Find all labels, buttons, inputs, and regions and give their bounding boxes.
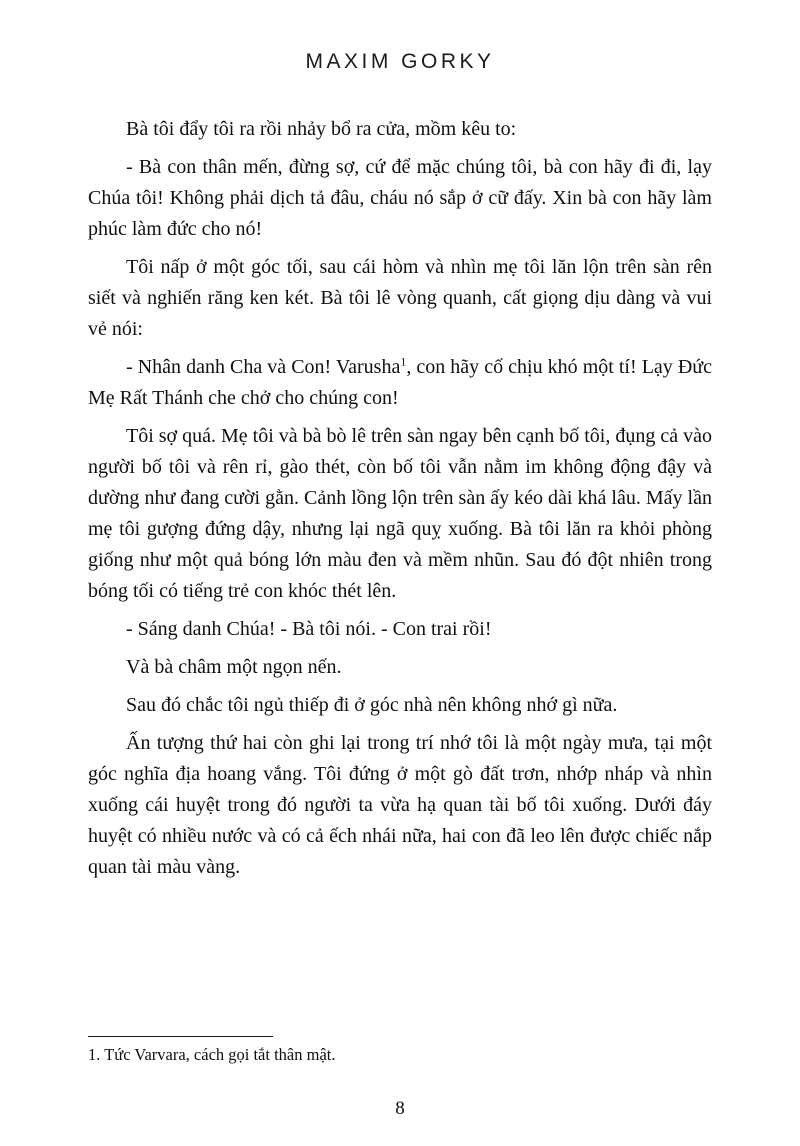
page-footer <box>88 1036 712 1120</box>
page-number: 8 <box>395 1098 405 1119</box>
paragraph: Tôi nấp ở một góc tối, sau cái hòm và nhìn mẹ tôi lăn lộn trên sàn rên siết và nghiến răng ken két. Bà tôi lê vòng quanh, cất giọng dịu dàng và vui vẻ nói: <box>88 256 712 340</box>
paragraph-text: , con hãy cố chịu khó một tí! Lạy Đức Mẹ Rất Thánh che chở cho chúng con! <box>88 356 712 409</box>
paragraph-text: - Nhân danh Cha và Con! Varusha <box>126 356 401 378</box>
paragraph: Tôi sợ quá. Mẹ tôi và bà bò lê trên sàn ngay bên cạnh bố tôi, đụng cả vào người bố tôi và rên rỉ, gào thét, còn bố tôi vẫn nằm im không động đậy và dường như đang cười gằn. Cảnh lồng lộn trên sàn ấy kéo dài khá lâu. Mấy lần mẹ tôi gượng đứng dậy, nhưng lại ngã quỵ xuống. Bà tôi lăn ra khỏi phòng giống như một quả bóng lớn màu đen và mềm nhũn. Sau đó đột nhiên trong bóng tối có tiếng trẻ con khóc thét lên. <box>88 425 712 602</box>
footnote-marker: 1 <box>400 354 407 369</box>
paragraph-dialogue: - Sáng danh Chúa! - Bà tôi nói. - Con trai rồi! <box>126 618 492 640</box>
running-head-author: MAXIM GORKY <box>305 50 495 73</box>
paragraph: Sau đó chắc tôi ngủ thiếp đi ở góc nhà nên không nhớ gì nữa. <box>126 694 618 716</box>
paragraph-dialogue-with-footnote <box>88 352 712 414</box>
footnote: 1. Tức Varvara, cách gọi tắt thân mật. <box>88 1045 336 1064</box>
footnote-divider <box>88 1036 273 1037</box>
page-body <box>88 114 712 883</box>
paragraph: Và bà châm một ngọn nến. <box>126 656 342 678</box>
paragraph-dialogue: - Bà con thân mến, đừng sợ, cứ để mặc chúng tôi, bà con hãy đi đi, lạy Chúa tôi! Không phải dịch tả đâu, cháu nó sắp ở cữ đấy. Xin bà con hãy làm phúc làm đức cho nó! <box>88 156 712 240</box>
paragraph: Bà tôi đẩy tôi ra rồi nhảy bổ ra cửa, mồm kêu to: <box>126 118 517 140</box>
paragraph: Ấn tượng thứ hai còn ghi lại trong trí nhớ tôi là một ngày mưa, tại một góc nghĩa địa hoang vắng. Tôi đứng ở một gò đất trơn, nhớp nháp và nhìn xuống cái huyệt trong đó người ta vừa hạ quan tài bố tôi xuống. Dưới đáy huyệt có nhiều nước và có cả ếch nhái nữa, hai con đã leo lên được chiếc nắp quan tài màu vàng. <box>88 732 712 878</box>
